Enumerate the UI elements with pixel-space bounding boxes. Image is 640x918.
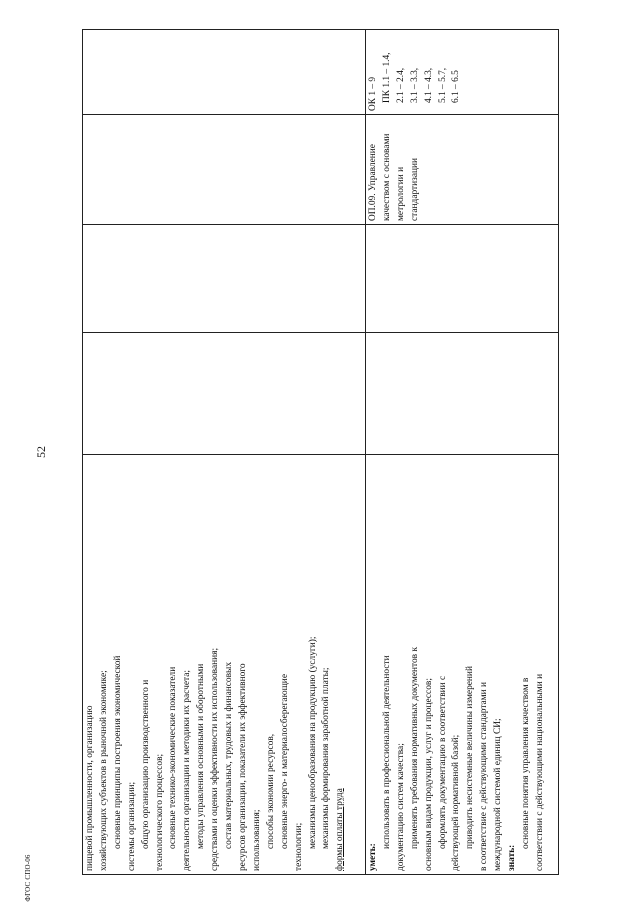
content-line: деятельности организации и методики их расчета; <box>182 670 193 871</box>
content-line: применять требования нормативных документов к <box>409 647 420 849</box>
table-row <box>83 30 366 875</box>
footer-code: ФГОС СПО-06 <box>24 854 32 902</box>
content-line: оформлять документацию в соответствии с <box>437 675 448 849</box>
empty-cell <box>83 30 366 115</box>
content-cell <box>366 455 559 875</box>
content-line: пищевой промышленности, организацию <box>85 705 95 871</box>
codes-line: 6.1 – 6.5 <box>451 70 462 103</box>
content-line: средствами и оценки эффективности их использования; <box>210 647 221 871</box>
module-line: ОП.09. Управление <box>368 144 378 221</box>
content-line: документацию систем качества; <box>395 743 406 871</box>
empty-cell <box>83 225 366 333</box>
content-line: технологического процессов; <box>154 753 165 871</box>
empty-cell <box>83 115 366 225</box>
codes-line: ОК 1 – 9 <box>368 76 378 111</box>
content-line: соответствии с действующими национальными и <box>534 673 545 871</box>
content-line: международной системой единиц СИ; <box>493 718 504 871</box>
competency-table-grid <box>82 29 559 875</box>
codes-line: 4.1 – 4.3, <box>423 67 434 103</box>
content-line: основные энерго- и материалосберегающие <box>279 674 290 849</box>
module-line: стандартизации <box>409 157 420 221</box>
content-line: формы оплаты труда <box>335 788 346 871</box>
empty-cell <box>366 333 559 455</box>
codes-line: 2.1 – 2.4, <box>395 67 406 103</box>
page-number: 52 <box>34 446 48 458</box>
content-line: действующей нормативной базой; <box>451 734 462 871</box>
content-line: методы управления основными и оборотными <box>196 663 207 849</box>
content-line: использовать в профессиональной деятельности <box>381 655 392 849</box>
module-line: качеством с основами <box>381 133 392 221</box>
content-line: способы экономии ресурсов, <box>265 733 276 849</box>
codes-cell <box>366 30 559 115</box>
content-line: ресурсов организации, показатели их эффективного <box>237 663 248 871</box>
module-cell <box>366 115 559 225</box>
content-line: основные принципы построения экономической <box>112 655 123 849</box>
content-line: механизмы формирования заработной платы; <box>321 667 332 849</box>
content-line: основные понятия управления качеством в <box>520 677 531 849</box>
content-line: механизмы ценообразования на продукцию (услуги); <box>307 636 318 849</box>
content-line: основным видам продукции, услуг и процессов; <box>423 678 434 871</box>
empty-cell <box>366 225 559 333</box>
znat-label: знать: <box>507 844 518 871</box>
competency-table <box>82 30 555 875</box>
codes-line: 3.1 – 3.3, <box>409 67 420 103</box>
table-row <box>366 30 559 875</box>
empty-cell <box>83 333 366 455</box>
content-line: системы организации; <box>126 781 137 871</box>
content-cell <box>83 455 366 875</box>
umet-label: уметь: <box>368 843 378 871</box>
content-line: приводить несистемные величины измерений <box>465 666 476 849</box>
content-line: состав материальных, трудовых и финансовых <box>224 661 235 849</box>
content-line: технологии; <box>293 822 304 871</box>
content-line: использования; <box>251 809 262 871</box>
content-line: хозяйствующих субъектов в рыночной экономике; <box>98 670 109 871</box>
module-line: метрологии и <box>395 166 406 221</box>
codes-line: 5.1 – 5.7, <box>437 67 448 103</box>
codes-line: ПК 1.1 – 1.4, <box>381 52 392 103</box>
content-line: основные технико-экономические показатели <box>168 666 179 849</box>
content-line: общую организацию производственного и <box>140 679 151 849</box>
content-line: в соответствие с действующими стандартами и <box>479 682 490 871</box>
